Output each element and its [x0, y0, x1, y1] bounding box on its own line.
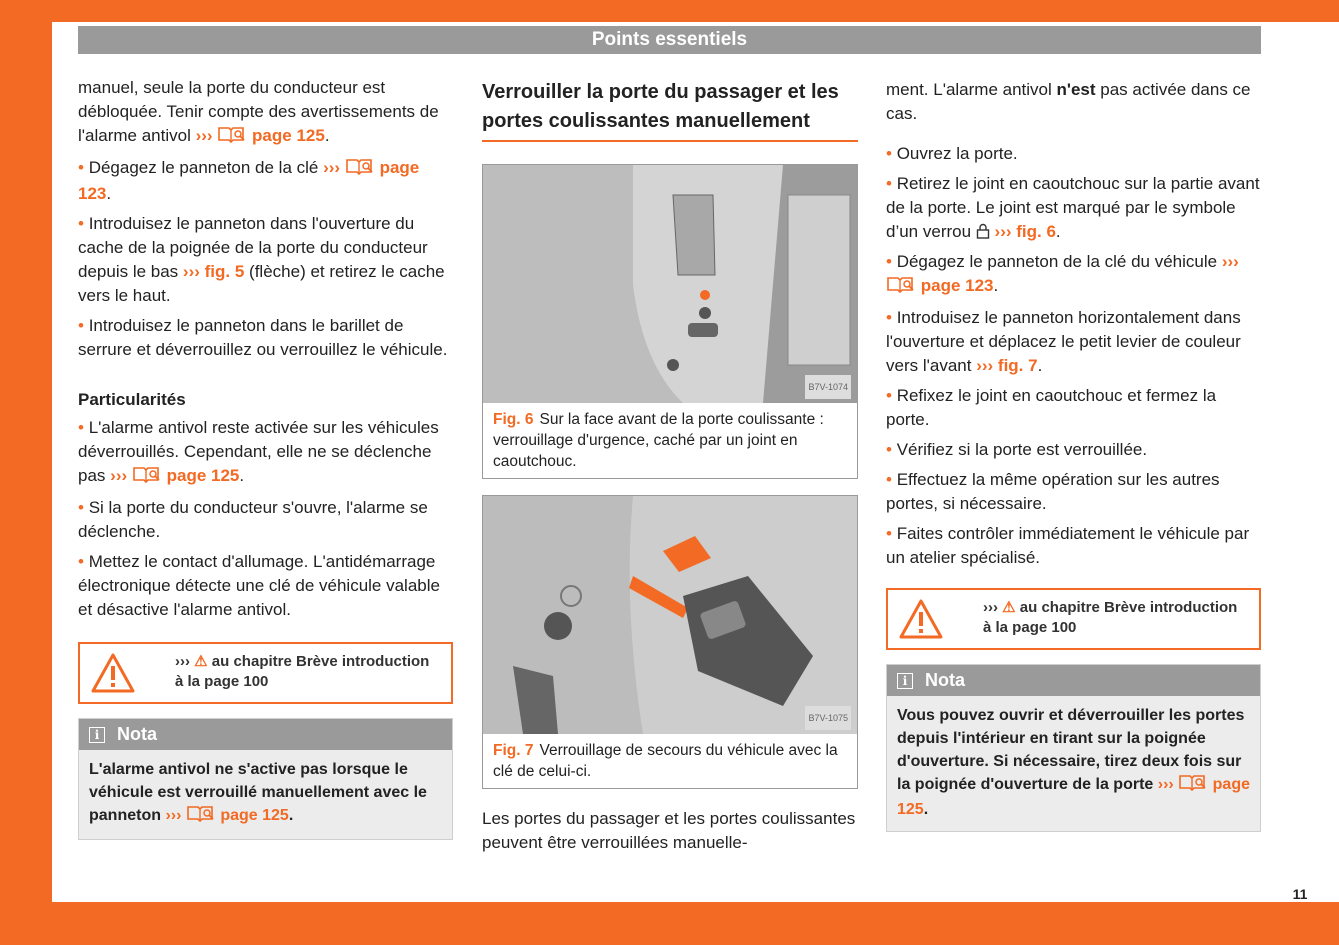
list-item: • Dégagez le panneton de la clé ››› page 123.	[78, 158, 420, 203]
book-icon	[886, 275, 916, 300]
book-icon	[217, 125, 247, 150]
section-heading: Verrouiller la porte du passager et les portes coulissantes manuellement	[482, 78, 858, 142]
note-box: i Nota L'alarme antivol ne s'active pas lorsque le véhicule est verrouillé manuellement avec le panneton ››› page 125.	[78, 718, 453, 840]
list-item: • Mettez le contact d'allumage. L'antidémarrage électronique détecte une clé de véhicule valable et désactive l'alarme antivol.	[78, 552, 440, 619]
link-page-ref[interactable]: page 123	[920, 276, 994, 295]
book-icon	[186, 804, 216, 829]
book-icon	[132, 465, 162, 490]
link-fig-ref[interactable]: fig. 7	[997, 356, 1038, 375]
list-item: • Retirez le joint en caoutchouc sur la partie avant de la porte. Le joint est marqué par le symbole d’un verrou ››› fig. 6.	[886, 174, 1260, 241]
figure-label: Fig. 6	[493, 411, 534, 428]
link-page-ref[interactable]: page 125	[252, 126, 325, 145]
info-icon: i	[897, 673, 913, 689]
list-item: • Faites contrôler immédiatement le véhicule par un atelier spécialisé.	[886, 524, 1250, 567]
link-page-ref[interactable]: page 123	[78, 158, 420, 203]
link-fig-ref[interactable]: fig. 6	[1016, 222, 1056, 241]
list-item: • Ouvrez la porte.	[886, 144, 1018, 163]
book-icon	[1178, 773, 1208, 798]
info-icon: i	[89, 727, 105, 743]
figure-code: B7V-1075	[805, 706, 851, 730]
link-chapter[interactable]: au chapitre Brève introduction	[1019, 599, 1238, 616]
figure-label: Fig. 7	[493, 742, 534, 759]
arrows: ›››	[195, 126, 213, 145]
lock-icon	[976, 222, 990, 241]
warning-small-icon: ⚠	[194, 653, 208, 670]
warning-icon	[898, 598, 944, 640]
subheading: Particularités	[78, 390, 186, 409]
list-item: • Introduisez le panneton dans le barillet de serrure et déverrouillez ou verrouillez le véhicule.	[78, 316, 448, 359]
warning-icon	[90, 652, 136, 694]
page-margin	[1285, 22, 1339, 902]
link-chapter[interactable]: au chapitre Brève introduction	[211, 653, 430, 670]
list-item: • Dégagez le panneton de la clé du véhicule ››› page 123.	[886, 250, 1261, 300]
figure-6: B7V-1074 Fig. 6 Sur la face avant de la porte coulissante : verrouillage d'urgence, caché par un joint en caoutchouc.	[482, 164, 858, 479]
paragraph: manuel, seule la porte du conducteur est débloquée. Tenir compte des avertissements de l'alarme antivol ››› page 125.	[78, 76, 453, 150]
figure-7: B7V-1075 Fig. 7 Verrouillage de secours du véhicule avec la clé de celui-ci.	[482, 495, 858, 789]
list-item: • Vérifiez si la porte est verrouillée.	[886, 440, 1148, 459]
link-page-ref[interactable]: page 125	[166, 466, 240, 485]
link-page-ref[interactable]: page 125	[897, 776, 1250, 818]
list-item: • Introduisez le panneton horizontalement dans l'ouverture et déplacez le petit levier de couleur vers l'avant ››› fig. 7.	[886, 308, 1241, 375]
warning-small-icon: ⚠	[1002, 599, 1016, 616]
column-right	[886, 78, 1261, 832]
column-middle	[482, 78, 858, 855]
warning-box: ››› ⚠ au chapitre Brève introduction à la page 100	[886, 588, 1261, 650]
list-item: • Introduisez le panneton dans l'ouverture du cache de la poignée de la porte du conducteur depuis le bas ››› fig. 5 (flèche) et retirez le cache vers le haut.	[78, 214, 445, 305]
book-icon	[345, 157, 375, 182]
list-item: • L'alarme antivol reste activée sur les véhicules déverrouillés. Cependant, elle ne se déclenche pas ››› page 125.	[78, 416, 453, 490]
paragraph: Les portes du passager et les portes coulissantes peuvent être verrouillées manuelle-	[482, 809, 856, 852]
note-box: i Nota Vous pouvez ouvrir et déverrouiller les portes depuis l'intérieur en tirant sur la poignée d'ouverture. Si nécessaire, tirez deux fois sur la poignée d'ouverture de la porte ››› page 125.	[886, 664, 1261, 832]
figure-6-image	[483, 165, 857, 403]
section-banner: Points essentiels	[78, 26, 1261, 54]
page-number: 11	[1292, 886, 1308, 902]
list-item: • Si la porte du conducteur s'ouvre, l'alarme se déclenche.	[78, 498, 428, 541]
link-fig-ref[interactable]: fig. 5	[204, 262, 245, 281]
warning-box: ››› ⚠ au chapitre Brève introduction à la page 100	[78, 642, 453, 704]
list-item: • Refixez le joint en caoutchouc et fermez la porte.	[886, 386, 1217, 429]
paragraph: ment. L'alarme antivol n'est pas activée dans ce cas.	[886, 80, 1251, 123]
link-page-ref[interactable]: page 125	[220, 807, 289, 824]
list-item: • Effectuez la même opération sur les autres portes, si nécessaire.	[886, 470, 1220, 513]
figure-code: B7V-1074	[805, 375, 851, 399]
figure-7-image	[483, 496, 857, 734]
column-left	[78, 76, 453, 840]
